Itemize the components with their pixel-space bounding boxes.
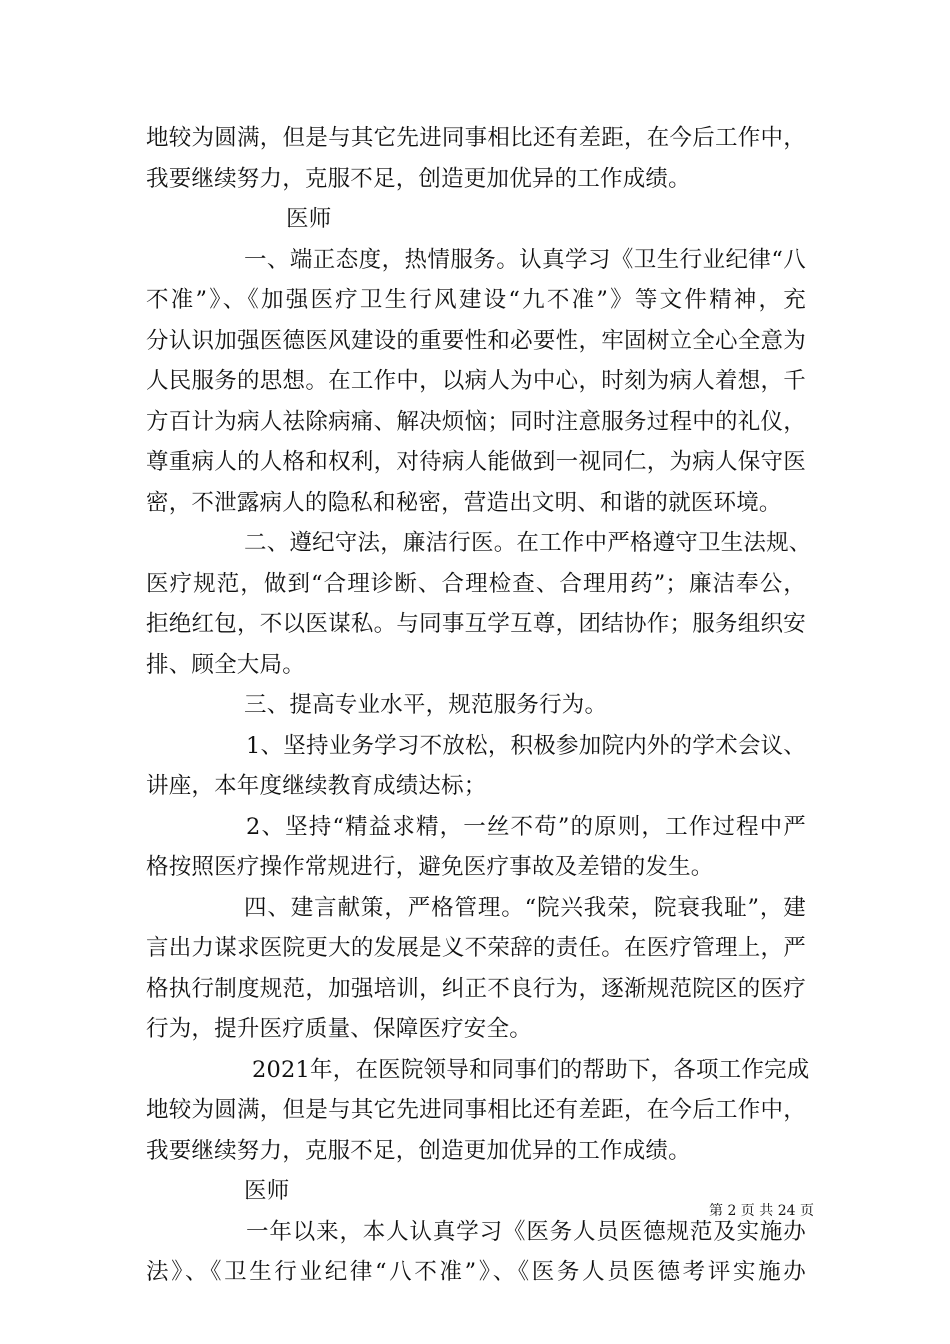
section-heading: 医师 <box>244 1178 290 1204</box>
text-line: 我要继续努力，克服不足，创造更加优异的工作成绩。 <box>146 1137 691 1164</box>
text-line: 排、顾全大局。 <box>146 651 305 678</box>
text-line: 行为，提升医疗质量、保障医疗安全。 <box>146 1016 532 1042</box>
paragraph-start: 一、端正态度，热情服务。认真学习《卫生行业纪律“八 <box>244 246 806 273</box>
text-line: 地较为圆满，但是与其它先进同事相比还有差距，在今后工作中， <box>146 125 806 151</box>
paragraph-start: 2021年，在医院领导和同事们的帮助下，各项工作完成 <box>252 1056 810 1083</box>
text-line: 我要继续努力，克服不足，创造更加优异的工作成绩。 <box>146 165 691 192</box>
text-line: 医疗规范，做到“合理诊断、合理检查、合理用药”；廉洁奉公， <box>146 570 806 597</box>
paragraph-start: 一年以来，本人认真学习《医务人员医德规范及实施办 <box>246 1218 806 1245</box>
text-line: 格执行制度规范，加强培训，纠正不良行为，逐渐规范院区的医疗 <box>146 975 806 1002</box>
text-line: 格按照医疗操作常规进行，避免医疗事故及差错的发生。 <box>146 854 714 880</box>
text-line: 法》、《卫生行业纪律“八不准”》、《医务人员医德考评实施办 <box>146 1259 806 1285</box>
page-number-footer: 第 2 页 共 24 页 <box>709 1203 814 1219</box>
paragraph-start: 四、建言献策，严格管理。“院兴我荣，院衰我耻”，建 <box>244 894 806 921</box>
text-line: 方百计为病人祛除病痛、解决烦恼；同时注意服务过程中的礼仪， <box>146 408 806 435</box>
text-line: 分认识加强医德医风建设的重要性和必要性，牢固树立全心全意为 <box>146 327 806 354</box>
paragraph-start: 2、坚持“精益求精，一丝不苟”的原则，工作过程中严 <box>246 813 806 840</box>
text-line: 尊重病人的人格和权利，对待病人能做到一视同仁，为病人保守医 <box>146 449 806 475</box>
text-line: 地较为圆满，但是与其它先进同事相比还有差距，在今后工作中， <box>146 1097 806 1123</box>
document-body <box>146 118 812 1293</box>
text-line: 言出力谋求医院更大的发展是义不荣辞的责任。在医疗管理上，严 <box>146 935 806 961</box>
text-line: 人民服务的思想。在工作中，以病人为中心，时刻为病人着想，千 <box>146 368 806 394</box>
text-line: 密，不泄露病人的隐私和秘密，营造出文明、和谐的就医环境。 <box>146 489 782 516</box>
text-line: 讲座，本年度继续教育成绩达标； <box>146 773 487 799</box>
paragraph-start: 1、坚持业务学习不放松，积极参加院内外的学术会议、 <box>246 732 806 759</box>
paragraph-start: 二、遵纪守法，廉洁行医。在工作中严格遵守卫生法规、 <box>244 530 812 556</box>
text-line: 不准”》、《加强医疗卫生行风建设“九不准”》等文件精神，充 <box>146 287 806 313</box>
paragraph-start: 三、提高专业水平，规范服务行为。 <box>244 692 608 718</box>
text-line: 拒绝红包，不以医谋私。与同事互学互尊，团结协作；服务组织安 <box>146 611 806 637</box>
section-heading: 医师 <box>286 206 332 232</box>
